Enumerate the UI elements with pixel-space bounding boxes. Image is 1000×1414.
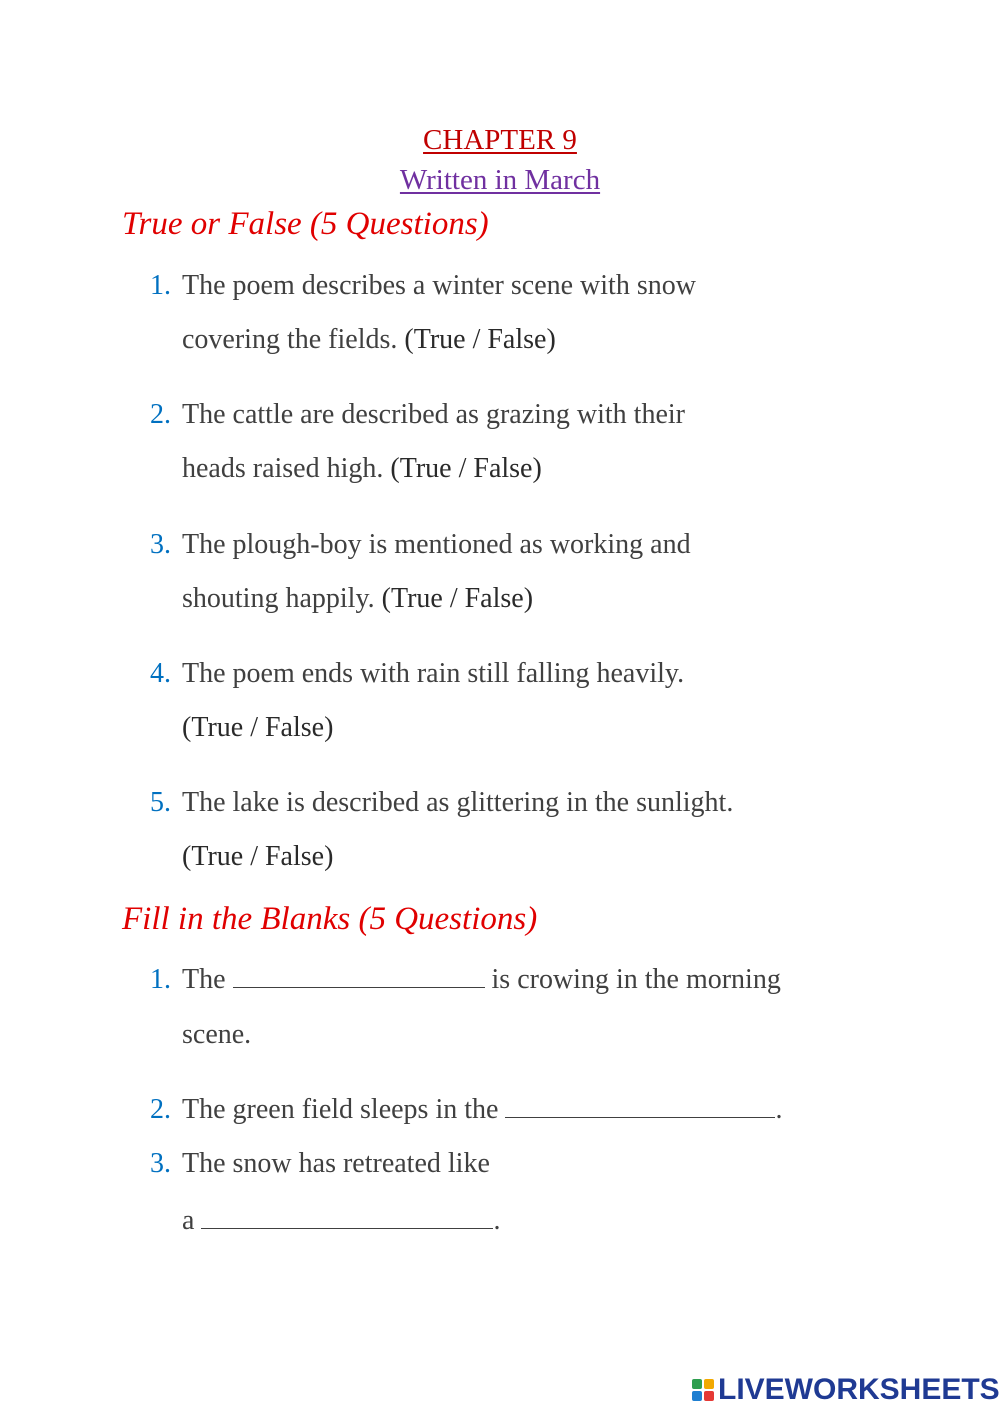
fb-question-2-blank[interactable] — [505, 1093, 775, 1118]
chapter-title: CHAPTER 9 — [423, 124, 577, 156]
tf-question-4-text: The poem ends with rain still falling heavily. — [182, 658, 685, 689]
tf-question-2-line2 — [182, 451, 542, 487]
fb-question-1-blank[interactable] — [233, 963, 485, 988]
tf-question-1-line2 — [182, 322, 556, 358]
tf-question-2-choice[interactable]: (True / False) — [390, 453, 542, 484]
tf-question-1-text: The poem describes a winter scene with snow — [182, 270, 696, 301]
tf-question-1-choice[interactable]: (True / False) — [404, 324, 556, 355]
logo-square-2 — [704, 1379, 714, 1389]
fb-question-3-line2 — [182, 1203, 500, 1239]
tf-question-3-line2 — [182, 581, 533, 617]
fb-question-3-number: 3. — [150, 1148, 171, 1179]
tf-question-5-text: The lake is described as glittering in the sunlight. — [182, 787, 734, 818]
fb-question-1-before: The — [182, 964, 226, 995]
tf-question-2-text: The cattle are described as grazing with their — [182, 399, 685, 430]
fb-question-2-after: . — [775, 1094, 783, 1125]
logo-square-3 — [692, 1391, 702, 1401]
fb-question-2-before: The green field sleeps in the — [182, 1094, 499, 1125]
fill-blanks-heading: Fill in the Blanks (5 Questions) — [122, 901, 538, 937]
tf-question-1-text-cont: covering the fields. — [182, 324, 398, 355]
tf-question-5-number: 5. — [150, 787, 171, 818]
fb-question-3-blank[interactable] — [201, 1204, 493, 1229]
tf-question-2-text-cont: heads raised high. — [182, 453, 384, 484]
liveworksheets-logo-text: LIVEWORKSHEETS — [718, 1373, 1000, 1406]
tf-question-4-number: 4. — [150, 658, 171, 689]
fb-question-3-line1: The snow has retreated like — [182, 1148, 490, 1179]
tf-question-2-number: 2. — [150, 399, 171, 430]
logo-square-1 — [692, 1379, 702, 1389]
poem-title: Written in March — [399, 164, 601, 196]
fb-question-2-line1 — [182, 1092, 782, 1128]
liveworksheets-logo — [692, 1372, 1000, 1408]
true-false-heading: True or False (5 Questions) — [122, 206, 489, 242]
liveworksheets-logo-icon — [692, 1379, 714, 1401]
tf-question-3-number: 3. — [150, 529, 171, 560]
logo-square-4 — [704, 1391, 714, 1401]
tf-question-3-choice[interactable]: (True / False) — [381, 583, 534, 614]
fb-question-3-after: . — [493, 1205, 501, 1236]
tf-question-4-choice[interactable]: (True / False) — [182, 712, 334, 743]
fb-question-1-number: 1. — [150, 964, 171, 995]
fb-question-2-number: 2. — [150, 1094, 171, 1125]
fb-question-1-after: is crowing in the morning — [491, 964, 781, 995]
fb-question-1-line1 — [182, 962, 781, 998]
tf-question-5-choice[interactable]: (True / False) — [182, 841, 334, 872]
fb-question-3-before: a — [182, 1205, 195, 1236]
tf-question-1-number: 1. — [150, 270, 171, 301]
fb-question-1-line2: scene. — [182, 1019, 252, 1050]
tf-question-3-text: The plough-boy is mentioned as working and — [182, 529, 691, 560]
tf-question-3-text-cont: shouting happily. — [182, 583, 375, 614]
